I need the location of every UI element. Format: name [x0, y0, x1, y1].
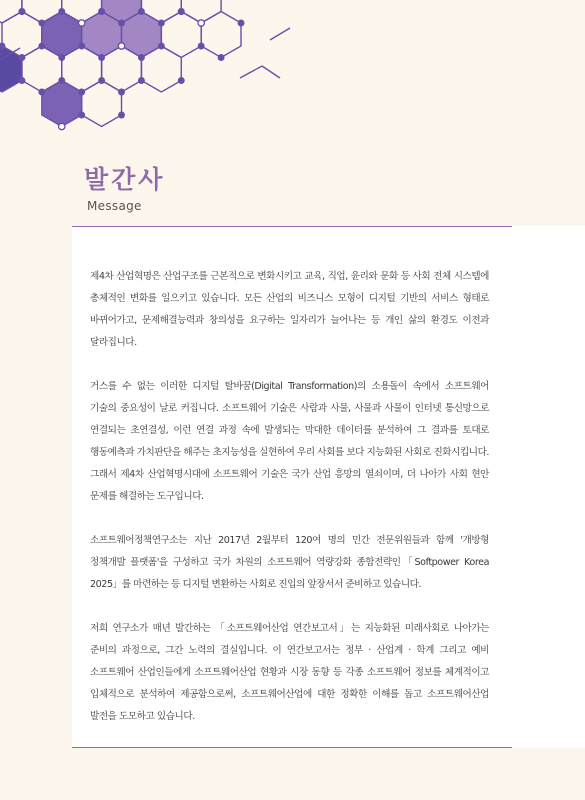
network-node — [19, 78, 25, 84]
network-node — [78, 20, 84, 26]
page-title: 발간사 — [84, 165, 166, 194]
network-node — [178, 78, 184, 84]
network-node — [119, 20, 125, 26]
network-node — [59, 9, 65, 15]
network-node — [99, 55, 105, 61]
page-subtitle: Message — [87, 199, 142, 213]
hex-cell — [42, 81, 82, 127]
network-link — [262, 66, 280, 78]
network-node — [178, 9, 184, 15]
network-node — [39, 20, 45, 26]
network-node — [99, 9, 105, 15]
top-divider — [72, 226, 512, 227]
network-node — [139, 78, 145, 84]
paragraph-4: 저희 연구소가 매년 발간하는 「소프트웨어산업 연간보고서」는 지능화된 미래사회로 나아가는 준비의 과정으로, 그간 노력의 결실입니다. 이 연간보고서는 정부 · 산업계 · 학계 그리고 예비 소프트웨어 산업인들에게 소프트웨어산업 현황과 시장 동향 등 각종 소프트웨어 정보를 체계적이고 입체적으로 분석하여 제공함으로써, 소프트웨어산업에 대한 정확한 이해를 돕고 소프트웨어산업 발전을 도모하고 있습니다. — [90, 623, 489, 722]
network-node — [159, 43, 165, 49]
network-node — [0, 43, 5, 49]
network-node — [119, 112, 125, 118]
network-node — [118, 43, 124, 49]
network-node — [139, 9, 145, 15]
network-node — [139, 55, 145, 61]
network-node — [59, 123, 65, 129]
network-node — [99, 78, 105, 84]
network-node — [198, 43, 204, 49]
message-body — [90, 266, 489, 750]
network-node — [19, 9, 25, 15]
network-node — [119, 89, 125, 95]
paragraph-3: 소프트웨어정책연구소는 지난 2017년 2월부터 120여 명의 민간 전문위원들과 함께 '개방형 정책개발 플랫폼'을 구성하고 국가 차원의 소프트웨어 역량강화 종합전략인「Softpower Korea 2025」를 마련하는 등 디지털 변환하는 사회로 진입의 앞장서서 준비하고 있습니다. — [90, 535, 489, 590]
hex-cell — [201, 12, 241, 58]
paragraph-2: 거스를 수 없는 이러한 디지털 탈바꿈(Digital Transformation)의 소용돌이 속에서 소프트웨어 기술의 중요성이 날로 커집니다. 소프트웨어 기술은 사람과 사물, 사물과 사물이 인터넷 통신망으로 연결되는 초연결성, 이런 연결 과정 속에 발생되는 막대한 데이터를 분석하여 그 결과를 토대로 행동예측과 가치판단을 해주는 초지능성을 실현하여 우리 사회를 보다 지능화된 사회로 진화시킵니다. 그래서 제4차 산업혁명시대에 소프트웨어 기술은 국가 산업 흥망의 열쇠이며, 더 나아가 사회 현안 문제를 해결하는 도구입니다. — [90, 381, 489, 502]
network-node — [19, 55, 25, 61]
network-node — [59, 55, 65, 61]
network-link — [240, 66, 262, 78]
hex-cell — [161, 12, 201, 58]
page-header — [84, 166, 165, 213]
network-link — [270, 28, 290, 40]
network-node — [218, 55, 224, 61]
hex-cell — [42, 12, 82, 58]
network-node — [79, 112, 85, 118]
hex-cell — [82, 81, 122, 127]
network-node — [238, 20, 244, 26]
network-node — [39, 43, 45, 49]
network-node — [59, 78, 65, 84]
network-node — [39, 89, 45, 95]
network-node — [159, 20, 165, 26]
network-node — [79, 89, 85, 95]
network-node — [198, 20, 204, 26]
hexagon-network-pattern-icon — [0, 0, 300, 150]
paragraph-1: 제4차 산업혁명은 산업구조를 근본적으로 변화시키고 교육, 직업, 윤리와 문화 등 사회 전체 시스템에 총체적인 변화를 일으키고 있습니다. 모든 산업의 비즈니스 모형이 디지털 기반의 서비스 형태로 바뀌어가고, 문제해결능력과 창의성을 요구하는 일자리가 늘어나는 등 개인 삶의 환경도 이전과 달라집니다. — [90, 271, 489, 348]
network-node — [79, 43, 85, 49]
